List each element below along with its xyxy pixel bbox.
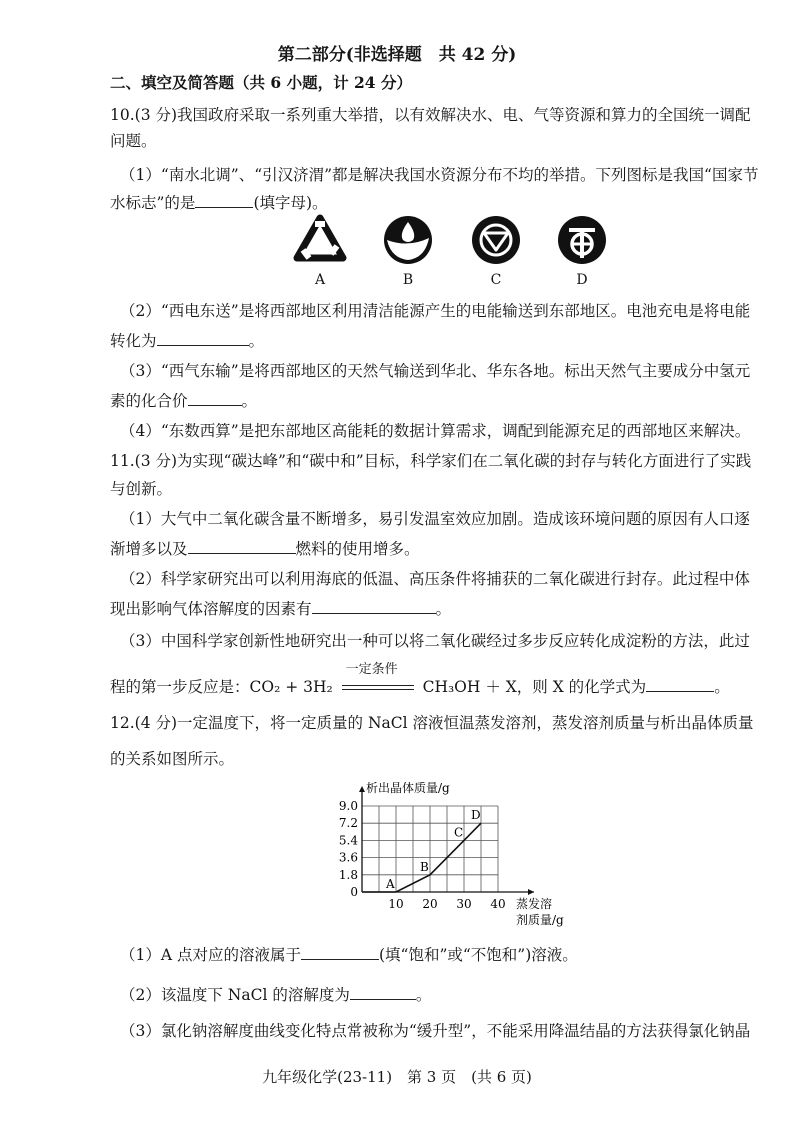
q12-part2-post: 。 xyxy=(415,986,432,1004)
q10-part3-b-pre: 素的化合价 xyxy=(110,392,188,410)
y-tick-label: 5.4 xyxy=(338,833,358,848)
q12-part1 xyxy=(120,944,794,966)
x-axis-arrow xyxy=(528,889,534,895)
answer-blank[interactable] xyxy=(188,390,242,406)
q10-part2-b xyxy=(110,330,790,352)
x-tick-label: 30 xyxy=(456,897,472,911)
q12-part1-pre: （1）A 点对应的溶液属于 xyxy=(120,946,301,964)
y-tick-label: 9.0 xyxy=(338,799,358,813)
option-d xyxy=(552,214,612,288)
reaction-arrow xyxy=(338,662,418,697)
recycle-icon xyxy=(291,214,349,266)
x-tick-label: 10 xyxy=(388,897,404,911)
q11-part1-a: （1）大气中二氧化碳含量不断增多，易引发温室效应加剧。造成该环境问题的原因有人口逐 xyxy=(120,510,750,528)
y-tick-label: 0 xyxy=(350,885,358,899)
q11-stem-2: 与创新。 xyxy=(110,480,173,498)
option-c xyxy=(466,214,526,288)
x-axis-label: 蒸发溶 xyxy=(516,897,553,911)
q11-part2-b xyxy=(110,598,790,620)
q11-stem-1: 11.(3 分)为实现“碳达峰”和“碳中和”目标，科学家们在二氧化碳的封存与转化方面进行了实践 xyxy=(110,452,752,470)
y-tick-label: 3.6 xyxy=(338,850,358,865)
q11-part3-b xyxy=(110,662,790,698)
q10-part3-b-post: 。 xyxy=(241,392,258,410)
x-tick-label: 20 xyxy=(422,897,438,911)
q10-part3-b xyxy=(110,390,790,412)
answer-blank[interactable] xyxy=(301,944,379,960)
answer-blank[interactable] xyxy=(350,984,416,1000)
y-axis-label: 析出晶体质量/g xyxy=(366,782,450,795)
q10-part2-a: （2）“西电东送”是将西部地区利用清洁能源产生的电能输送到东部地区。电池充电是将电能 xyxy=(120,302,751,320)
section-heading: 二、填空及简答题（共 6 小题，计 24 分） xyxy=(110,73,412,92)
x-axis-label: 剂质量/g xyxy=(516,913,564,927)
emblem-icon xyxy=(553,214,611,266)
option-label: D xyxy=(576,272,588,288)
y-axis-arrow xyxy=(359,786,365,792)
q10-part4: （4）“东数西算”是把东部地区高能耗的数据计算需求，调配到能源充足的西部地区来解决。 xyxy=(120,422,751,440)
q10-part1-b-post: (填字母)。 xyxy=(253,194,328,212)
q12-part3: （3）氯化钠溶解度曲线变化特点常被称为“缓升型”，不能采用降温结晶的方法获得氯化钠晶 xyxy=(120,1022,751,1040)
q11-part3-b-pre: 程的第一步反应是：CO₂ + 3H₂ xyxy=(110,678,333,696)
answer-blank[interactable] xyxy=(646,676,714,692)
water-logo-options xyxy=(290,214,620,294)
equals-line-bottom xyxy=(342,689,414,690)
q11-part3-b-mid: CH₃OH ＋ X，则 X 的化学式为 xyxy=(422,678,647,696)
answer-blank[interactable] xyxy=(157,330,249,346)
q11-part3-b-post: 。 xyxy=(714,678,730,696)
reaction-condition: 一定条件 xyxy=(345,662,398,677)
q11-part3-a: （3）中国科学家创新性地研究出一种可以将二氧化碳经过多步反应转化成淀粉的方法，此过 xyxy=(120,632,750,650)
q11-part1-b-pre: 渐增多以及 xyxy=(110,540,188,558)
x-tick-label: 40 xyxy=(490,897,506,911)
option-label: A xyxy=(314,272,326,288)
y-tick-label: 7.2 xyxy=(338,816,358,831)
q10-part3-a: （3）“西气东输”是将西部地区的天然气输送到华北、华东各地。标出天然气主要成分中氢元 xyxy=(120,362,751,380)
q11-part1-b xyxy=(110,538,790,560)
option-b xyxy=(378,214,438,288)
point-label: D xyxy=(471,808,481,823)
answer-blank[interactable] xyxy=(312,598,436,614)
q10-part1-a: （1）“南水北调”、“引汉济渭”都是解决我国水资源分布不均的举措。下列图标是我国“国家节 xyxy=(120,166,759,184)
q12-stem-1: 12.(4 分)一定温度下，将一定质量的 NaCl 溶液恒温蒸发溶剂，蒸发溶剂质量与析出晶体质量 xyxy=(110,714,754,732)
q10-part1-b-pre: 水标志”的是 xyxy=(110,194,196,212)
crystal-mass-chart xyxy=(320,782,580,932)
q10-part2-b-post: 。 xyxy=(248,332,265,350)
water-drop-hand-icon xyxy=(379,214,437,266)
answer-blank[interactable] xyxy=(195,192,253,208)
q10-part1-b xyxy=(110,192,790,214)
section-title: 第二部分(非选择题 共 42 分) xyxy=(277,45,517,65)
option-a xyxy=(290,214,350,288)
point-label: A xyxy=(386,877,395,891)
q11-part1-b-post: 燃料的使用增多。 xyxy=(295,540,420,558)
q12-part2-pre: （2）该温度下 NaCl 的溶解度为 xyxy=(120,986,350,1004)
q11-part2-b-post: 。 xyxy=(435,600,452,618)
answer-blank[interactable] xyxy=(188,538,296,554)
q12-part2 xyxy=(120,984,794,1006)
y-tick-label: 1.8 xyxy=(338,867,358,882)
q10-stem-1: 10.(3 分)我国政府采取一系列重大举措，以有效解决水、电、气等资源和算力的全国统一调配 xyxy=(110,106,751,124)
point-label: B xyxy=(420,859,429,874)
q10-stem-2: 问题。 xyxy=(110,132,157,150)
q12-stem-2: 的关系如图所示。 xyxy=(110,750,235,768)
equals-line-top xyxy=(342,685,414,686)
shield-emblem-icon xyxy=(467,214,525,266)
point-label: C xyxy=(454,825,464,840)
q10-part2-b-pre: 转化为 xyxy=(110,332,157,350)
option-label: C xyxy=(490,272,502,288)
q11-part2-b-pre: 现出影响气体溶解度的因素有 xyxy=(110,600,312,618)
page-footer: 九年级化学(23-11) 第 3 页 (共 6 页) xyxy=(262,1068,532,1086)
option-label: B xyxy=(402,272,414,288)
q11-part2-a: （2）科学家研究出可以利用海底的低温、高压条件将捕获的二氧化碳进行封存。此过程中体 xyxy=(120,570,750,588)
chart-svg xyxy=(320,782,580,932)
q12-part1-post: (填“饱和”或“不饱和”)溶液。 xyxy=(378,946,578,964)
